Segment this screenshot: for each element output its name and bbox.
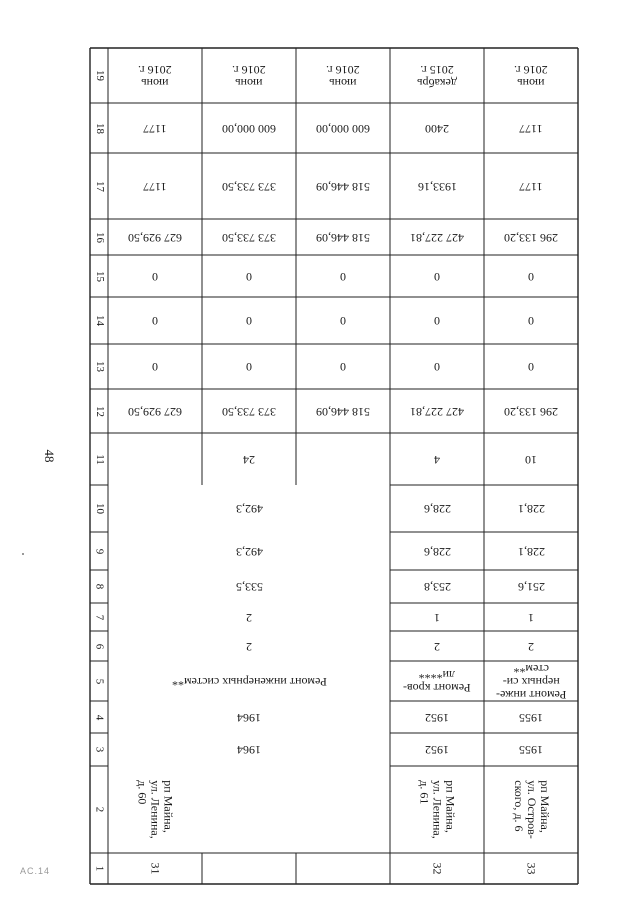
group-area — [108, 485, 390, 532]
row-3-c18-text: 2400 — [425, 121, 449, 136]
row-4-c17-text: 1177 — [519, 179, 543, 194]
row-3-c15-text: 0 — [434, 269, 440, 284]
row-2-address — [296, 766, 390, 853]
header-col-9-text: 9 — [93, 548, 106, 554]
row-4-deadline — [484, 48, 578, 103]
row-3-n — [390, 853, 484, 884]
row-1-c14-text: 0 — [246, 314, 252, 328]
header-col-14 — [90, 297, 108, 344]
row-2-c18 — [296, 103, 390, 153]
row-0-c14 — [108, 297, 202, 344]
row-3-deadline — [390, 48, 484, 103]
group-people — [108, 433, 390, 485]
header-col-3 — [90, 733, 108, 766]
row-4-entrances-text: 1 — [528, 610, 534, 625]
row-4-year_renov-text: 1955 — [519, 710, 543, 725]
row-4-total — [484, 219, 578, 255]
row-1-c15 — [202, 255, 296, 297]
row-0-deadline-text: июнь 2016 г. — [138, 62, 172, 90]
group-year_renov-text: 1964 — [237, 710, 261, 725]
header-col-3-text: 3 — [93, 746, 106, 753]
header-col-13-text: 13 — [93, 361, 106, 372]
header-col-12-text: 12 — [93, 405, 106, 417]
row-4-entrances — [484, 603, 578, 631]
row-3-area — [390, 485, 484, 532]
row-2-n — [296, 853, 390, 884]
row-4-year_built — [484, 733, 578, 766]
row-4-c18 — [484, 103, 578, 153]
group-year_built-text: 1964 — [237, 743, 261, 757]
row-3-floors — [390, 631, 484, 661]
row-0-c18 — [108, 103, 202, 153]
row-4-people — [484, 433, 578, 485]
row-4-c17 — [484, 153, 578, 219]
header-col-6 — [90, 631, 108, 661]
row-3-c13 — [390, 344, 484, 389]
row-3-people-text: 4 — [434, 452, 440, 467]
row-3-entrances-text: 1 — [434, 610, 440, 625]
row-3-year_built — [390, 733, 484, 766]
header-col-17 — [90, 153, 108, 219]
group-work-text: Ремонт инженерных систем** — [171, 674, 327, 689]
row-4-c14-text: 0 — [528, 314, 534, 328]
group-people-text: 24 — [243, 452, 255, 467]
row-2-deadline-text: июнь 2016 г. — [326, 62, 360, 90]
header-col-1-text: 1 — [93, 865, 106, 872]
row-3-c18 — [390, 103, 484, 153]
header-col-19 — [90, 48, 108, 103]
row-3-area_living-text: 228,6 — [423, 544, 451, 559]
row-1-address — [202, 766, 296, 853]
row-4-year_built-text: 1955 — [519, 743, 543, 757]
row-3-entrances — [390, 603, 484, 631]
row-3-area-text: 228,6 — [423, 502, 451, 516]
row-3-c15 — [390, 255, 484, 297]
header-col-6-text: 6 — [93, 643, 106, 649]
row-0-c18-text: 1177 — [143, 121, 167, 136]
group-work — [108, 661, 390, 701]
header-col-10-text: 10 — [93, 503, 106, 514]
row-2-c13 — [296, 344, 390, 389]
row-3-address-text: рп Майна, ул. Ленина, д. 61 — [417, 780, 458, 839]
row-4-area-text: 228,1 — [517, 502, 545, 516]
group-floors-text: 2 — [246, 639, 252, 654]
header-col-16-text: 16 — [93, 231, 106, 243]
row-4-area — [484, 485, 578, 532]
header-col-18-text: 18 — [93, 122, 106, 134]
row-0-deadline — [108, 48, 202, 103]
row-1-c17 — [202, 153, 296, 219]
page-number: 48 — [42, 449, 57, 463]
row-0-n-text: 31 — [148, 862, 163, 875]
row-4-cost — [484, 389, 578, 433]
row-2-total-text: 518 446,09 — [316, 230, 370, 245]
footer-mark: AC.14 — [20, 866, 51, 876]
row-3-people — [390, 433, 484, 485]
header-col-5 — [90, 661, 108, 701]
row-3-c17 — [390, 153, 484, 219]
header-col-4 — [90, 701, 108, 733]
row-1-n — [202, 853, 296, 884]
row-4-total-text: 296 133,20 — [504, 230, 558, 245]
row-0-c13 — [108, 344, 202, 389]
row-3-floors-text: 2 — [434, 639, 440, 654]
row-0-c13-text: 0 — [152, 360, 158, 374]
row-1-c17-text: 373 733,50 — [222, 179, 276, 194]
header-col-2 — [90, 766, 108, 853]
row-0-total — [108, 219, 202, 255]
row-1-c18 — [202, 103, 296, 153]
row-3-work-text: Ремонт кров- ли**** — [403, 668, 471, 695]
row-0-address-text: рп Майна, ул. Ленина, д. 60 — [135, 780, 176, 839]
row-2-total — [296, 219, 390, 255]
header-col-11-text: 11 — [93, 453, 106, 465]
row-1-total-text: 373 733,50 — [222, 230, 276, 245]
row-2-cost-text: 518 446,09 — [316, 404, 370, 419]
row-4-c15-text: 0 — [528, 269, 534, 284]
row-4-floors-text: 2 — [528, 639, 534, 654]
row-0-n — [108, 853, 202, 884]
row-4-area_total — [484, 570, 578, 603]
row-4-n-text: 33 — [524, 862, 539, 875]
row-4-c13-text: 0 — [528, 360, 534, 374]
row-1-c18-text: 600 000,00 — [222, 121, 276, 136]
row-2-c13-text: 0 — [340, 360, 346, 374]
header-col-7-text: 7 — [93, 614, 106, 620]
row-3-c14 — [390, 297, 484, 344]
group-area-text: 492,3 — [235, 502, 263, 516]
row-4-address — [484, 766, 578, 853]
row-4-c15 — [484, 255, 578, 297]
header-col-8 — [90, 570, 108, 603]
row-4-address-text: рп Майна, ул. Остров- ского, д. 6 — [511, 780, 552, 839]
row-1-cost-text: 373 733,50 — [222, 404, 276, 419]
row-3-deadline-text: декабрь 2015 г. — [417, 62, 457, 90]
header-col-18 — [90, 103, 108, 153]
row-4-work — [484, 661, 578, 701]
row-4-deadline-text: июнь 2016 г. — [514, 62, 548, 90]
row-2-c14-text: 0 — [340, 314, 346, 328]
row-2-c14 — [296, 297, 390, 344]
header-col-2-text: 2 — [93, 806, 106, 813]
header-col-7 — [90, 603, 108, 631]
row-3-area_total — [390, 570, 484, 603]
row-0-c17 — [108, 153, 202, 219]
header-col-1 — [90, 853, 108, 884]
row-4-people-text: 10 — [525, 452, 537, 467]
row-3-cost — [390, 389, 484, 433]
header-col-14-text: 14 — [93, 315, 106, 326]
header-col-15-text: 15 — [93, 270, 106, 282]
row-3-area_total-text: 253,8 — [423, 580, 451, 594]
group-entrances-text: 2 — [246, 610, 252, 625]
row-4-area_living-text: 228,1 — [517, 544, 545, 559]
group-area_living-text: 492,3 — [235, 544, 263, 559]
row-3-area_living — [390, 532, 484, 570]
row-1-c13-text: 0 — [246, 360, 252, 374]
row-4-year_renov — [484, 701, 578, 733]
header-col-8-text: 8 — [93, 583, 106, 590]
header-col-10 — [90, 485, 108, 532]
row-4-floors — [484, 631, 578, 661]
row-0-c17-text: 1177 — [143, 179, 167, 194]
row-3-total — [390, 219, 484, 255]
row-0-address — [108, 766, 202, 853]
header-col-17-text: 17 — [93, 180, 106, 192]
row-1-cost — [202, 389, 296, 433]
row-3-n-text: 32 — [430, 862, 445, 875]
row-4-c14 — [484, 297, 578, 344]
row-1-deadline-text: июнь 2016 г. — [232, 62, 266, 90]
row-3-cost-text: 427 227,81 — [410, 404, 464, 419]
row-0-c14-text: 0 — [152, 314, 158, 328]
row-3-year_renov-text: 1952 — [425, 710, 449, 725]
row-1-c13 — [202, 344, 296, 389]
row-2-c17-text: 518 446,09 — [316, 179, 370, 194]
row-3-c17-text: 1933,16 — [417, 179, 457, 194]
row-4-c18-text: 1177 — [519, 121, 543, 136]
header-col-11 — [90, 433, 108, 485]
row-3-work — [390, 661, 484, 701]
row-3-year_renov — [390, 701, 484, 733]
row-2-cost — [296, 389, 390, 433]
header-col-4-text: 4 — [93, 714, 106, 720]
header-col-12 — [90, 389, 108, 433]
row-3-address — [390, 766, 484, 853]
group-area_total — [108, 570, 390, 603]
row-0-cost — [108, 389, 202, 433]
row-3-c14-text: 0 — [434, 314, 440, 328]
group-entrances — [108, 603, 390, 631]
header-col-15 — [90, 255, 108, 297]
group-area_total-text: 533,5 — [235, 580, 263, 594]
row-1-total — [202, 219, 296, 255]
group-area_living — [108, 532, 390, 570]
row-2-c17 — [296, 153, 390, 219]
row-2-c15-text: 0 — [340, 269, 346, 284]
header-col-5-text: 5 — [93, 678, 106, 684]
row-2-c18-text: 600 000,00 — [316, 121, 370, 136]
row-0-cost-text: 627 929,50 — [128, 404, 182, 419]
header-col-16 — [90, 219, 108, 255]
row-1-deadline — [202, 48, 296, 103]
row-0-c15-text: 0 — [152, 269, 158, 284]
row-0-total-text: 627 929,50 — [128, 230, 182, 245]
row-4-c13 — [484, 344, 578, 389]
header-col-19-text: 19 — [93, 70, 106, 81]
header-col-13 — [90, 344, 108, 389]
group-year_renov — [108, 701, 390, 733]
row-3-total-text: 427 227,81 — [410, 230, 464, 245]
header-col-9 — [90, 532, 108, 570]
row-4-n — [484, 853, 578, 884]
row-3-c13-text: 0 — [434, 360, 440, 374]
row-2-c15 — [296, 255, 390, 297]
group-floors — [108, 631, 390, 661]
group-year_built — [108, 733, 390, 766]
row-4-work-text: Ремонт инже- нерных си- стем** — [495, 661, 567, 702]
row-2-deadline — [296, 48, 390, 103]
row-1-c14 — [202, 297, 296, 344]
row-4-area_total-text: 251,6 — [517, 580, 545, 594]
row-1-c15-text: 0 — [246, 269, 252, 284]
row-4-cost-text: 296 133,20 — [504, 404, 558, 419]
row-3-year_built-text: 1952 — [425, 743, 449, 757]
row-4-area_living — [484, 532, 578, 570]
row-0-c15 — [108, 255, 202, 297]
